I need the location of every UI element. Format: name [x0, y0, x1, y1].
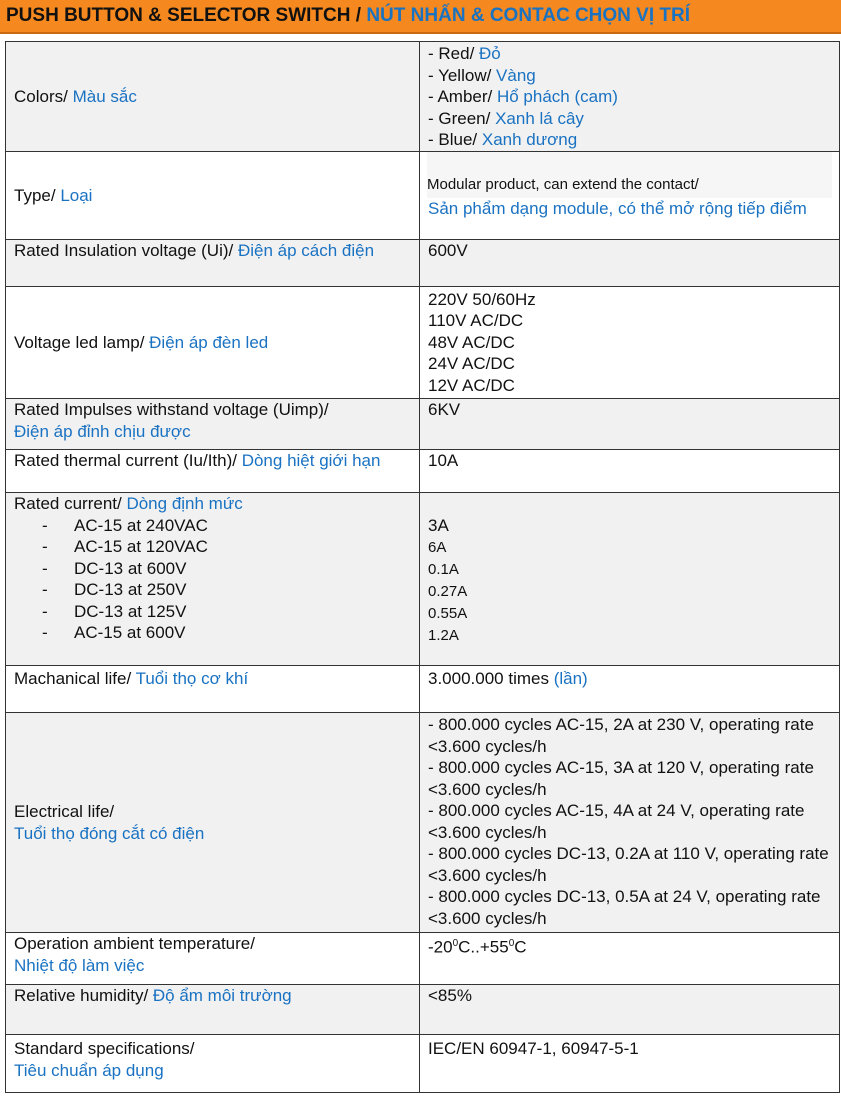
rated-current-item: - AC-15 at 600V — [42, 623, 186, 642]
row-led-voltage — [6, 287, 840, 399]
elec-life-values: - 800.000 cycles AC-15, 2A at 230 V, operating rate <3.600 cycles/h - 800.000 cycles AC-15, 3A at 120 V, operating rate <3.600 cycles/h - 800.000 cycles AC-15, 4A at 24 V, operating rate <3.600 cycles/h - 800.000 cycles DC-13, 0.2A at 110 V, operating rate <3.600 cycles/h - 800.000 cycles DC-13, 0.5A at 24 V, operating rate <3.600 cycles/h — [420, 713, 840, 933]
type-value — [420, 152, 840, 240]
rated-current-item: - AC-15 at 120VAC — [42, 537, 208, 556]
standard-value: IEC/EN 60947-1, 60947-5-1 — [420, 1035, 840, 1093]
humidity-value: <85% — [420, 985, 840, 1035]
type-value-box: Modular product, can extend the contact/ — [427, 152, 832, 198]
standard-label: Standard specifications/ Tiêu chuẩn áp dụng — [6, 1035, 420, 1093]
mech-life-value: 3.000.000 times (lần) — [420, 666, 840, 713]
row-colors — [6, 42, 840, 152]
title-vi: NÚT NHẤN & CONTAC CHỌN VỊ TRÍ — [366, 5, 691, 26]
rated-current-label: Rated current/ Dòng định mức - AC-15 at 240VAC - AC-15 at 120VAC - DC-13 at 600V - DC-13 at 250V - DC-13 at 125V - AC-15 at 600V — [6, 493, 420, 666]
spec-table — [5, 41, 840, 1093]
impulse-value: 6KV — [420, 399, 840, 450]
color-item: - Yellow/ Vàng — [428, 65, 536, 85]
color-item: - Green/ Xanh lá cây — [428, 108, 584, 128]
type-label: Type/ Loại — [6, 152, 420, 240]
row-mechanical-life — [6, 666, 840, 713]
elec-life-label: Electrical life/ Tuổi thọ đóng cắt có điện — [6, 713, 420, 933]
temperature-label: Operation ambient temperature/ Nhiệt độ làm việc — [6, 933, 420, 985]
title-underline — [0, 32, 841, 34]
humidity-label: Relative humidity/ Độ ẩm môi trường — [6, 985, 420, 1035]
colors-value — [420, 42, 840, 152]
title-bar — [0, 0, 841, 32]
impulse-label: Rated Impulses withstand voltage (Uimp)/ Điện áp đỉnh chịu được — [6, 399, 420, 450]
colors-label: Colors/ Màu sắc — [6, 42, 420, 152]
rated-current-item: - DC-13 at 125V — [42, 601, 187, 621]
row-thermal — [6, 450, 840, 493]
row-rated-current — [6, 493, 840, 666]
color-item: - Blue/ Xanh dương — [428, 130, 578, 149]
type-value-vi: Sản phẩm dạng module, có thể mở rộng tiếp điểm — [428, 198, 807, 218]
thermal-value: 10A — [420, 450, 840, 493]
row-type — [6, 152, 840, 240]
mech-life-label: Machanical life/ Tuổi thọ cơ khí — [6, 666, 420, 713]
row-impulse — [6, 399, 840, 450]
insulation-value: 600V — [420, 240, 840, 287]
rated-current-item: - DC-13 at 600V — [42, 558, 187, 578]
rated-current-item: - AC-15 at 240VAC — [42, 515, 208, 535]
row-standard — [6, 1035, 840, 1093]
rated-current-item: - DC-13 at 250V — [42, 580, 187, 599]
led-values: 220V 50/60Hz 110V AC/DC 48V AC/DC 24V AC/DC 12V AC/DC — [420, 287, 840, 399]
color-item: - Red/ Đỏ — [428, 44, 501, 63]
row-insulation — [6, 240, 840, 287]
rated-current-values: 3A 6A 0.1A 0.27A 0.55A 1.2A — [420, 493, 840, 666]
led-label: Voltage led lamp/ Điện áp đèn led — [6, 287, 420, 399]
insulation-label: Rated Insulation voltage (Ui)/ Điện áp cách điện — [6, 240, 420, 287]
thermal-label: Rated thermal current (Iu/Ith)/ Dòng hiệt giới hạn — [6, 450, 420, 493]
title-en: PUSH BUTTON & SELECTOR SWITCH / — [6, 5, 367, 26]
color-item: - Amber/ Hổ phách (cam) — [428, 87, 618, 106]
temperature-value: $-20^0C..+55^0C$ — [420, 933, 840, 985]
row-temperature — [6, 933, 840, 985]
row-humidity — [6, 985, 840, 1035]
row-electrical-life — [6, 713, 840, 933]
